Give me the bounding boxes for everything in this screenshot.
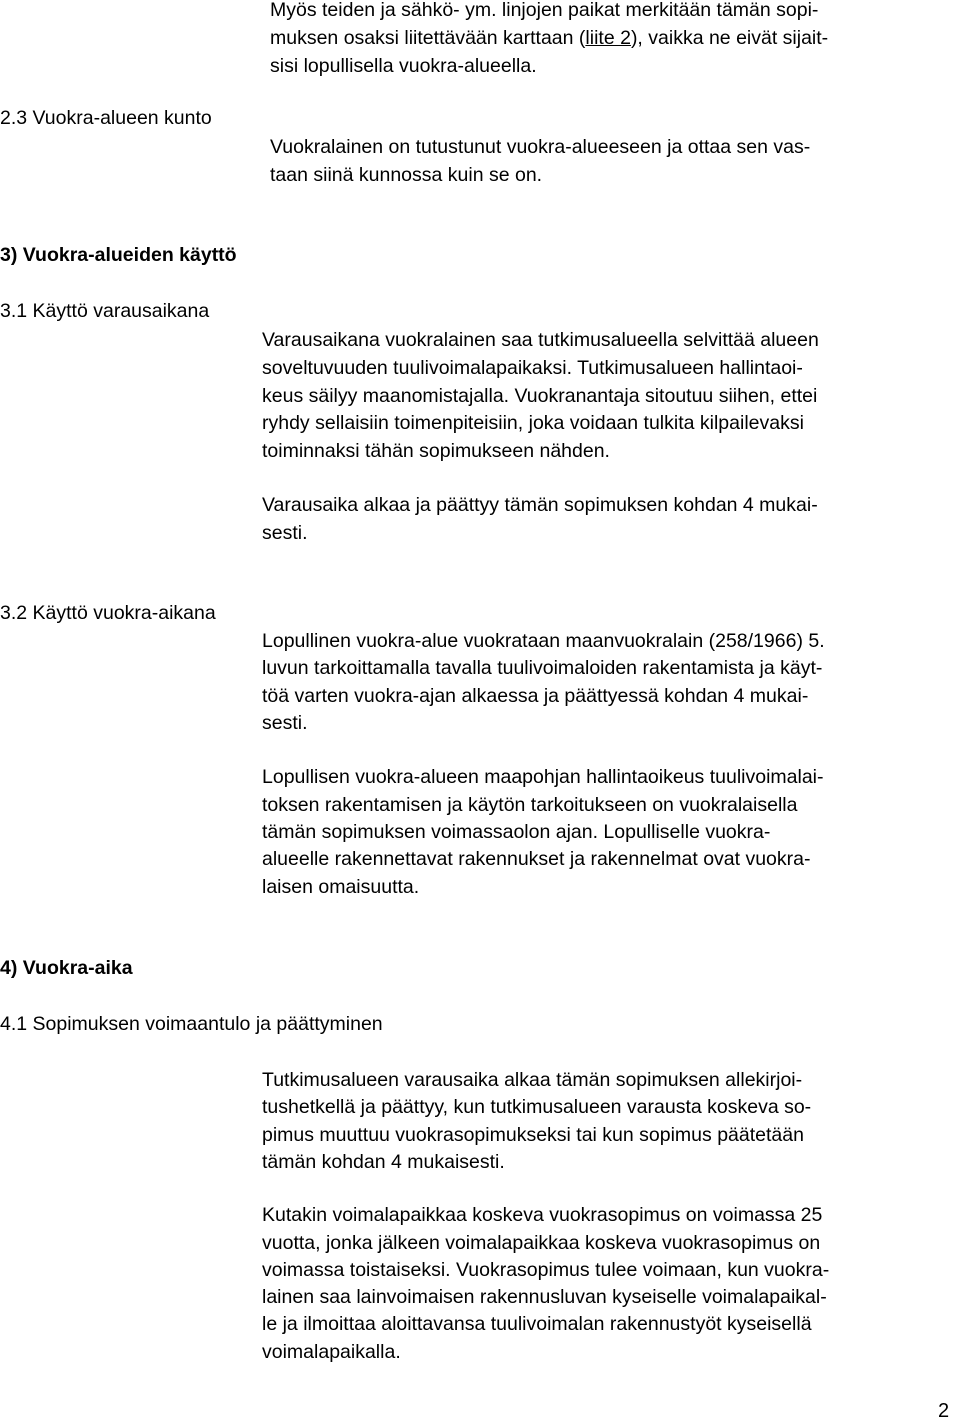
intro-line-2: muksen osaksi liitettävään karttaan (liite 2), vaikka ne eivät sijait- (270, 27, 829, 49)
section-4-1-p1-line-4: tämän kohdan 4 mukaisesti. (262, 1151, 505, 1173)
section-2-3-heading: 2.3 Vuokra-alueen kunto (0, 107, 212, 129)
section-2-3-line-1: Vuokralainen on tutustunut vuokra-alueeseen ja ottaa sen vas- (270, 136, 811, 158)
section-3-2-p2-line-3: tämän sopimuksen voimassaolon ajan. Lopulliselle vuokra- (262, 821, 771, 843)
section-4-1-p2-line-6: voimalapaikalla. (262, 1341, 401, 1363)
section-3-2-p2-line-4: alueelle rakennettavat rakennukset ja rakennelmat ovat vuokra- (262, 848, 811, 870)
section-3-2-p1-line-4: sesti. (262, 712, 308, 734)
section-3-2-p1-line-3: töä varten vuokra-ajan alkaessa ja päättyessä kohdan 4 mukai- (262, 685, 809, 707)
intro-line-1: Myös teiden ja sähkö- ym. linjojen paikat merkitään tämän sopi- (270, 0, 819, 21)
section-3-2-p2-line-1: Lopullisen vuokra-alueen maapohjan hallintaoikeus tuulivoimalai- (262, 766, 824, 788)
section-3-2-heading: 3.2 Käyttö vuokra-aikana (0, 602, 216, 624)
section-3-1-p1-line-3: keus säilyy maanomistajalla. Vuokranantaja sitoutuu siihen, ettei (262, 385, 818, 407)
section-4-1-p2-line-3: voimassa toistaiseksi. Vuokrasopimus tulee voimaan, kun vuokra- (262, 1259, 830, 1281)
section-4-1-p2-line-5: le ja ilmoittaa aloittavansa tuulivoimalan rakennustyöt kyseisellä (262, 1313, 812, 1335)
section-3-1-p1-line-4: ryhdy sellaisiin toimenpiteisiin, joka voidaan tulkita kilpailevaksi (262, 412, 804, 434)
section-4-1-p1-line-1: Tutkimusalueen varausaika alkaa tämän sopimuksen allekirjoi- (262, 1069, 803, 1091)
section-3-1-p1-line-5: toiminnaksi tähän sopimukseen nähden. (262, 440, 610, 462)
page-number: 2 (938, 1400, 950, 1422)
appendix-link[interactable]: liite 2 (585, 27, 631, 49)
intro-line-3: sisi lopullisella vuokra-alueella. (270, 55, 537, 77)
section-3-2-p2-line-5: laisen omaisuutta. (262, 876, 420, 898)
section-3-2-p1-line-2: luvun tarkoittamalla tavalla tuulivoimaloiden rakentamista ja käyt- (262, 657, 823, 679)
section-3-2-p1-line-1: Lopullinen vuokra-alue vuokrataan maanvuokralain (258/1966) 5. (262, 630, 825, 652)
section-4-1-p2-line-4: lainen saa lainvoimaisen rakennusluvan kyseiselle voimalapaikal- (262, 1286, 827, 1308)
section-3-heading: 3) Vuokra-alueiden käyttö (0, 244, 237, 266)
section-4-1-heading: 4.1 Sopimuksen voimaantulo ja päättyminen (0, 1013, 383, 1035)
section-3-1-p2-line-2: sesti. (262, 522, 308, 544)
section-3-1-p1-line-2: soveltuvuuden tuulivoimalapaikaksi. Tutkimusalueen hallintaoi- (262, 357, 803, 379)
section-3-1-p1-line-1: Varausaikana vuokralainen saa tutkimusalueella selvittää alueen (262, 329, 819, 351)
section-4-1-p2-line-2: vuotta, jonka jälkeen voimalapaikkaa koskeva vuokrasopimus on (262, 1232, 821, 1254)
section-4-1-p2-line-1: Kutakin voimalapaikkaa koskeva vuokrasopimus on voimassa 25 (262, 1204, 823, 1226)
section-2-3-line-2: taan siinä kunnossa kuin se on. (270, 164, 543, 186)
section-3-2-p2-line-2: toksen rakentamisen ja käytön tarkoitukseen on vuokralaisella (262, 794, 798, 816)
section-3-1-p2-line-1: Varausaika alkaa ja päättyy tämän sopimuksen kohdan 4 mukai- (262, 494, 818, 516)
section-4-1-p1-line-3: pimus muuttuu vuokrasopimukseksi tai kun sopimus päätetään (262, 1124, 804, 1146)
section-4-1-p1-line-2: tushetkellä ja päättyy, kun tutkimusalueen varausta koskeva so- (262, 1096, 812, 1118)
section-4-heading: 4) Vuokra-aika (0, 957, 133, 979)
section-3-1-heading: 3.1 Käyttö varausaikana (0, 300, 210, 322)
